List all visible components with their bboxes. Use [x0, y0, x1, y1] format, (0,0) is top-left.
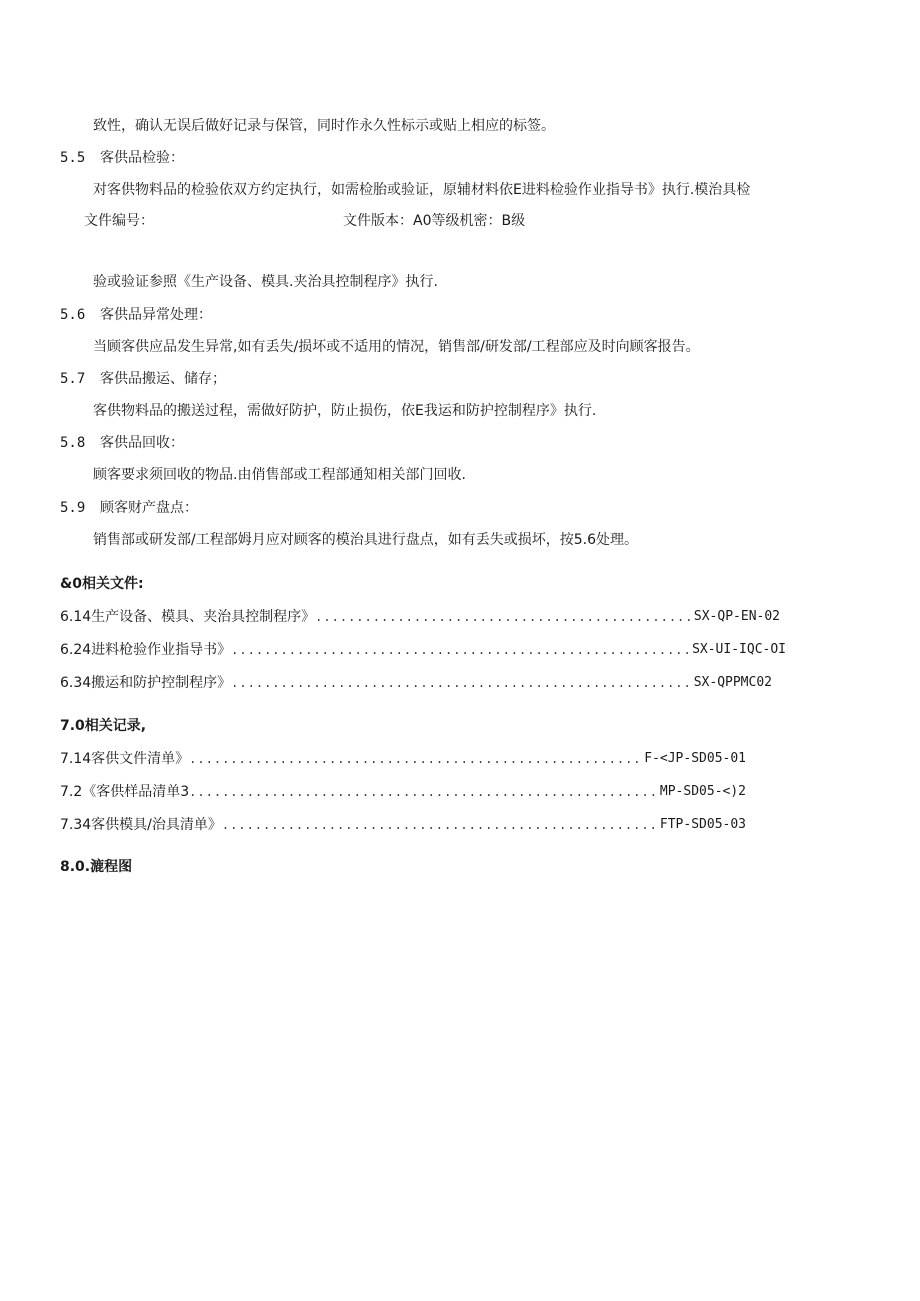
- section-5-5-text: 对客供物料品的检验依双方约定执行，如需检胎或验证，原辅材料依E进料检验作业指导书》执行.模治具检: [93, 182, 751, 198]
- section-5-6-text: 当顾客供应品发生异常,如有丢失/损坏或不适用的情况，销售部/研发部/工程部应及时向顾客报告。: [93, 339, 700, 355]
- record-name: 7.34客供模具/治具清单》: [60, 817, 222, 833]
- leader-dots: [189, 749, 644, 769]
- related-document-row: [60, 607, 780, 627]
- section-5-7-heading: [60, 369, 226, 389]
- section-5-9-text: 销售部或研发部/工程部姆月应对顾客的模治具进行盘点，如有丢失或损坏，按5.6处理。: [93, 532, 638, 548]
- section-number: 5.9: [60, 500, 86, 516]
- section-5-8-text: 顾客要求须回收的物品.由俏售部或工程部通知相关部门回收.: [93, 467, 466, 483]
- document-name: 6.24进料枪验作业指导书》: [60, 642, 232, 658]
- section-6-title: &0相关文件:: [60, 576, 144, 592]
- section-title: 客供品异常处理：: [100, 307, 212, 323]
- section-number: 5.5: [60, 150, 86, 166]
- related-record-row: [60, 815, 746, 835]
- section-5-8-heading: [60, 433, 184, 453]
- related-record-row: [60, 782, 746, 802]
- record-code: F-<JP-SD05-01: [644, 751, 746, 766]
- related-document-row: [60, 640, 786, 660]
- leader-dots: [315, 607, 694, 627]
- leader-dots: [231, 640, 692, 660]
- section-title: 客供品回收：: [100, 435, 184, 451]
- record-name: 7.2《客供样品清单3: [60, 784, 190, 800]
- section-5-6-heading: [60, 305, 212, 325]
- related-document-row: [60, 673, 772, 693]
- footer-doc-number: 文件编号：: [84, 213, 154, 229]
- footer-doc-version: 文件版本：A0等级机密：B级: [343, 213, 526, 229]
- section-5-5-heading: [60, 148, 184, 168]
- section-number: 5.6: [60, 307, 86, 323]
- section-number: 5.8: [60, 435, 86, 451]
- document-name: 6.14生产设备、模具、夹治具控制程序》: [60, 609, 316, 625]
- paragraph-continuation: 致性，确认无误后做好记录与保管，同时作永久性标示或贴上相应的标签。: [93, 118, 555, 134]
- document-code: SX-UI-IQC-OI: [692, 642, 786, 657]
- section-number: 5.7: [60, 371, 86, 387]
- record-code: FTP-SD05-03: [659, 817, 746, 832]
- document-code: SX-QP-EN-02: [693, 609, 780, 624]
- leader-dots: [189, 782, 660, 802]
- section-8-title: 8.0.漉程图: [60, 859, 133, 875]
- section-5-5-continued: 验或验证参照《生产设备、模具.夹治具控制程序》执行.: [93, 274, 438, 290]
- section-title: 顾客财产盘点：: [100, 500, 198, 516]
- section-7-title: 7.0相关记录,: [60, 718, 147, 734]
- document-name: 6.34搬运和防护控制程序》: [60, 675, 232, 691]
- section-5-7-text: 客供物料品的搬送过程，需做好防护，防止损伤，依E我运和防护控制程序》执行.: [93, 403, 597, 419]
- section-title: 客供品搬运、储存；: [100, 371, 226, 387]
- record-name: 7.14客供文件清单》: [60, 751, 190, 767]
- document-code: SX-QPPMC02: [693, 675, 772, 690]
- leader-dots: [231, 673, 694, 693]
- record-code: MP-SD05-<)2: [659, 784, 746, 799]
- leader-dots: [222, 815, 660, 835]
- section-5-9-heading: [60, 498, 198, 518]
- related-record-row: [60, 749, 746, 769]
- section-title: 客供品检验：: [100, 150, 184, 166]
